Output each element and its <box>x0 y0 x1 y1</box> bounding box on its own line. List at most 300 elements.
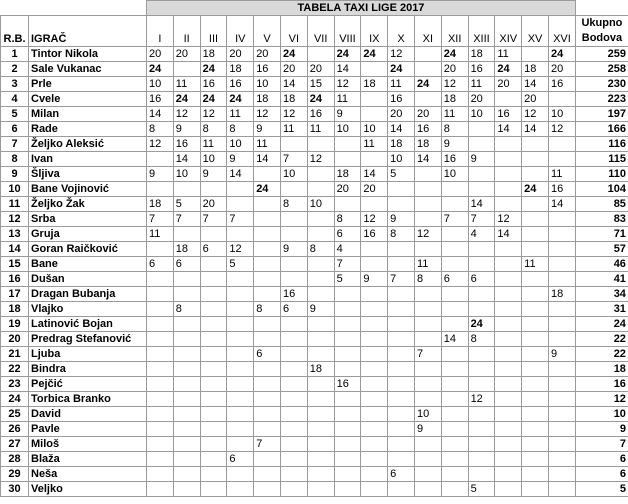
player-name-cell: Šljiva <box>29 167 147 182</box>
score-cell <box>522 152 549 167</box>
score-cell <box>495 272 522 287</box>
score-cell <box>548 242 575 257</box>
player-name-cell: Veljko <box>29 482 147 497</box>
score-cell <box>334 482 361 497</box>
score-cell <box>522 137 549 152</box>
table-row <box>1 182 628 197</box>
score-cell <box>307 287 334 302</box>
score-cell <box>200 422 227 437</box>
score-cell <box>548 452 575 467</box>
score-cell: 14 <box>227 167 254 182</box>
player-name-cell: Tintor Nikola <box>29 47 147 62</box>
score-cell: 12 <box>280 107 307 122</box>
score-cell <box>307 437 334 452</box>
table-row <box>1 392 628 407</box>
score-cell <box>361 392 388 407</box>
score-cell: 9 <box>147 167 174 182</box>
total-points-cell: 41 <box>575 272 628 287</box>
score-cell <box>441 302 468 317</box>
score-cell <box>173 452 200 467</box>
player-header: IGRAČ <box>29 16 147 47</box>
score-cell: 9 <box>414 422 441 437</box>
score-cell: 20 <box>280 62 307 77</box>
score-cell <box>388 287 415 302</box>
score-cell: 5 <box>388 167 415 182</box>
score-cell <box>200 332 227 347</box>
rank-cell: 25 <box>1 407 29 422</box>
player-name-cell: Željko Aleksić <box>29 137 147 152</box>
score-cell: 7 <box>280 152 307 167</box>
rank-cell: 20 <box>1 332 29 347</box>
score-cell <box>147 317 174 332</box>
score-cell: 11 <box>307 122 334 137</box>
score-cell: 4 <box>334 242 361 257</box>
score-cell <box>495 197 522 212</box>
score-cell: 8 <box>254 302 281 317</box>
score-cell <box>441 452 468 467</box>
score-cell <box>307 392 334 407</box>
score-cell: 20 <box>173 47 200 62</box>
score-cell <box>548 152 575 167</box>
score-cell: 14 <box>147 107 174 122</box>
score-cell: 11 <box>227 107 254 122</box>
score-cell <box>361 197 388 212</box>
table-row <box>1 227 628 242</box>
score-cell: 24 <box>441 47 468 62</box>
score-cell: 16 <box>361 227 388 242</box>
score-cell <box>147 422 174 437</box>
score-cell: 20 <box>200 197 227 212</box>
score-cell: 11 <box>334 92 361 107</box>
score-cell <box>414 437 441 452</box>
rank-cell: 29 <box>1 467 29 482</box>
score-cell: 24 <box>495 62 522 77</box>
score-cell <box>548 422 575 437</box>
score-cell: 7 <box>441 212 468 227</box>
total-points-cell: 24 <box>575 317 628 332</box>
round-header: XVI <box>548 16 575 47</box>
score-cell <box>254 257 281 272</box>
score-cell: 14 <box>495 227 522 242</box>
total-header <box>575 16 628 47</box>
score-cell <box>173 467 200 482</box>
score-cell: 24 <box>173 92 200 107</box>
score-cell <box>414 467 441 482</box>
score-cell: 7 <box>414 347 441 362</box>
score-cell: 18 <box>173 242 200 257</box>
rb-header: R.B. <box>1 16 29 47</box>
score-cell: 20 <box>414 107 441 122</box>
score-cell <box>200 347 227 362</box>
score-cell: 14 <box>173 152 200 167</box>
score-cell <box>414 47 441 62</box>
score-cell <box>522 242 549 257</box>
score-cell: 12 <box>361 212 388 227</box>
score-cell <box>173 182 200 197</box>
score-cell <box>173 437 200 452</box>
score-cell <box>227 377 254 392</box>
score-cell: 20 <box>307 62 334 77</box>
total-points-cell: 223 <box>575 92 628 107</box>
score-cell <box>522 212 549 227</box>
score-cell: 24 <box>414 77 441 92</box>
score-cell <box>495 92 522 107</box>
score-cell <box>361 242 388 257</box>
score-cell <box>495 482 522 497</box>
score-cell: 24 <box>200 92 227 107</box>
score-cell <box>522 287 549 302</box>
total-points-cell: 22 <box>575 347 628 362</box>
score-cell <box>147 242 174 257</box>
score-cell <box>307 482 334 497</box>
score-cell <box>361 107 388 122</box>
score-cell <box>334 422 361 437</box>
score-cell: 8 <box>200 122 227 137</box>
total-points-cell: 6 <box>575 467 628 482</box>
rank-cell: 27 <box>1 437 29 452</box>
total-points-cell: 116 <box>575 137 628 152</box>
title-row <box>1 1 628 16</box>
player-name-cell: Gruja <box>29 227 147 242</box>
rank-cell: 11 <box>1 197 29 212</box>
player-name-cell: Bane Vojinović <box>29 182 147 197</box>
rank-cell: 15 <box>1 257 29 272</box>
score-cell <box>147 437 174 452</box>
score-cell <box>361 467 388 482</box>
score-cell <box>254 407 281 422</box>
score-cell: 8 <box>173 302 200 317</box>
score-cell <box>468 407 495 422</box>
player-name-cell: Blaža <box>29 452 147 467</box>
score-cell: 14 <box>441 332 468 347</box>
score-cell <box>334 407 361 422</box>
score-cell <box>441 362 468 377</box>
score-cell: 7 <box>388 272 415 287</box>
score-cell <box>495 392 522 407</box>
score-cell <box>441 377 468 392</box>
score-cell <box>200 317 227 332</box>
score-cell <box>147 182 174 197</box>
player-name-cell: Neša <box>29 467 147 482</box>
score-cell <box>147 152 174 167</box>
score-cell: 7 <box>468 212 495 227</box>
score-cell: 5 <box>227 257 254 272</box>
score-cell: 9 <box>548 347 575 362</box>
score-cell: 11 <box>468 77 495 92</box>
score-cell: 8 <box>307 242 334 257</box>
table-row <box>1 437 628 452</box>
score-cell <box>200 362 227 377</box>
score-cell <box>548 212 575 227</box>
score-cell: 8 <box>468 332 495 347</box>
score-cell: 8 <box>334 212 361 227</box>
score-cell <box>548 302 575 317</box>
score-cell: 10 <box>414 407 441 422</box>
rank-cell: 17 <box>1 287 29 302</box>
score-cell <box>173 272 200 287</box>
score-cell: 9 <box>200 167 227 182</box>
round-header: III <box>200 16 227 47</box>
score-cell <box>200 272 227 287</box>
table-row <box>1 287 628 302</box>
player-name-cell: Ivan <box>29 152 147 167</box>
score-cell <box>522 227 549 242</box>
score-cell: 10 <box>388 152 415 167</box>
score-cell <box>361 62 388 77</box>
score-cell <box>280 137 307 152</box>
score-cell: 9 <box>468 152 495 167</box>
score-cell: 14 <box>522 122 549 137</box>
score-cell <box>414 362 441 377</box>
rank-cell: 13 <box>1 227 29 242</box>
player-name-cell: Torbica Branko <box>29 392 147 407</box>
score-cell <box>147 467 174 482</box>
score-cell <box>147 362 174 377</box>
score-cell: 24 <box>388 62 415 77</box>
score-cell <box>200 287 227 302</box>
score-cell: 24 <box>334 47 361 62</box>
score-cell: 20 <box>334 182 361 197</box>
score-cell <box>495 302 522 317</box>
score-cell <box>200 377 227 392</box>
score-cell <box>254 392 281 407</box>
score-cell <box>522 47 549 62</box>
score-cell <box>414 392 441 407</box>
score-cell: 16 <box>280 287 307 302</box>
total-header-line1: Ukupno <box>581 17 623 29</box>
score-cell <box>280 227 307 242</box>
score-cell: 4 <box>468 227 495 242</box>
score-cell <box>441 227 468 242</box>
score-cell <box>307 47 334 62</box>
score-cell: 20 <box>361 182 388 197</box>
score-cell: 8 <box>388 227 415 242</box>
score-cell: 7 <box>200 212 227 227</box>
score-cell <box>414 482 441 497</box>
score-cell <box>147 392 174 407</box>
total-points-cell: 34 <box>575 287 628 302</box>
total-points-cell: 197 <box>575 107 628 122</box>
score-cell <box>227 182 254 197</box>
score-cell <box>334 467 361 482</box>
rank-cell: 2 <box>1 62 29 77</box>
score-cell <box>280 182 307 197</box>
table-row <box>1 377 628 392</box>
round-header: XI <box>414 16 441 47</box>
score-cell <box>522 272 549 287</box>
total-points-cell: 46 <box>575 257 628 272</box>
score-cell <box>147 347 174 362</box>
score-cell <box>414 287 441 302</box>
score-cell <box>361 452 388 467</box>
score-cell <box>414 332 441 347</box>
table-row <box>1 467 628 482</box>
score-cell <box>548 137 575 152</box>
score-cell <box>280 272 307 287</box>
score-cell <box>280 437 307 452</box>
score-cell: 9 <box>307 302 334 317</box>
rank-cell: 16 <box>1 272 29 287</box>
round-header: IV <box>227 16 254 47</box>
score-cell: 14 <box>361 167 388 182</box>
table-body <box>1 47 628 497</box>
score-cell <box>468 362 495 377</box>
score-cell <box>334 332 361 347</box>
table-row <box>1 362 628 377</box>
score-cell: 11 <box>200 137 227 152</box>
score-cell <box>522 197 549 212</box>
table-row <box>1 152 628 167</box>
score-cell: 10 <box>361 122 388 137</box>
score-cell <box>227 197 254 212</box>
total-points-cell: 230 <box>575 77 628 92</box>
player-name-cell: Željko Žak <box>29 197 147 212</box>
score-cell <box>173 347 200 362</box>
score-cell: 11 <box>548 167 575 182</box>
score-cell: 10 <box>173 167 200 182</box>
score-cell <box>280 452 307 467</box>
rank-cell: 14 <box>1 242 29 257</box>
score-cell: 16 <box>388 92 415 107</box>
score-cell: 16 <box>441 152 468 167</box>
score-cell: 20 <box>548 62 575 77</box>
score-cell <box>361 152 388 167</box>
score-cell <box>307 407 334 422</box>
score-cell <box>254 242 281 257</box>
score-cell <box>173 377 200 392</box>
score-cell: 14 <box>254 152 281 167</box>
score-cell <box>414 197 441 212</box>
score-cell: 18 <box>200 47 227 62</box>
score-cell <box>307 452 334 467</box>
score-cell: 20 <box>388 107 415 122</box>
score-cell <box>548 257 575 272</box>
player-name-cell: Bindra <box>29 362 147 377</box>
score-cell <box>307 272 334 287</box>
total-points-cell: 259 <box>575 47 628 62</box>
score-cell <box>334 197 361 212</box>
score-cell: 11 <box>441 107 468 122</box>
score-cell <box>468 137 495 152</box>
table-row <box>1 47 628 62</box>
total-points-cell: 16 <box>575 377 628 392</box>
score-cell <box>200 392 227 407</box>
score-cell <box>280 347 307 362</box>
score-cell <box>441 257 468 272</box>
score-cell <box>548 467 575 482</box>
score-cell <box>441 422 468 437</box>
score-cell <box>254 167 281 182</box>
rank-cell: 28 <box>1 452 29 467</box>
score-cell: 10 <box>468 107 495 122</box>
score-cell: 12 <box>441 77 468 92</box>
score-cell <box>227 287 254 302</box>
score-cell <box>227 407 254 422</box>
total-points-cell: 110 <box>575 167 628 182</box>
score-cell: 11 <box>388 77 415 92</box>
total-points-cell: 31 <box>575 302 628 317</box>
score-cell <box>468 182 495 197</box>
score-cell: 16 <box>468 62 495 77</box>
score-cell <box>468 377 495 392</box>
score-cell <box>334 392 361 407</box>
score-cell <box>334 362 361 377</box>
score-cell: 6 <box>173 257 200 272</box>
score-cell <box>548 272 575 287</box>
score-cell <box>522 467 549 482</box>
score-cell: 6 <box>441 272 468 287</box>
table-row <box>1 77 628 92</box>
score-cell: 9 <box>388 212 415 227</box>
score-cell <box>227 227 254 242</box>
score-cell <box>254 332 281 347</box>
score-cell <box>388 242 415 257</box>
score-cell <box>361 377 388 392</box>
score-cell: 24 <box>307 92 334 107</box>
score-cell: 20 <box>147 47 174 62</box>
score-cell <box>495 137 522 152</box>
score-cell <box>414 62 441 77</box>
score-cell <box>468 302 495 317</box>
score-cell <box>307 317 334 332</box>
score-cell <box>548 362 575 377</box>
score-cell <box>307 167 334 182</box>
table-row <box>1 482 628 497</box>
score-cell <box>548 392 575 407</box>
score-cell: 18 <box>388 137 415 152</box>
score-cell <box>522 377 549 392</box>
rank-cell: 8 <box>1 152 29 167</box>
score-cell <box>522 437 549 452</box>
round-header: XIII <box>468 16 495 47</box>
score-cell <box>227 332 254 347</box>
score-cell <box>522 362 549 377</box>
score-cell: 10 <box>334 122 361 137</box>
table-row <box>1 347 628 362</box>
score-cell <box>280 422 307 437</box>
table-row <box>1 242 628 257</box>
score-cell <box>441 347 468 362</box>
round-header: IX <box>361 16 388 47</box>
score-cell: 12 <box>307 152 334 167</box>
score-cell <box>173 62 200 77</box>
score-cell: 24 <box>200 62 227 77</box>
score-cell: 12 <box>414 227 441 242</box>
score-cell <box>200 482 227 497</box>
score-cell: 12 <box>388 47 415 62</box>
score-cell: 9 <box>280 242 307 257</box>
score-cell <box>147 407 174 422</box>
score-cell <box>200 452 227 467</box>
score-cell <box>200 227 227 242</box>
score-cell <box>522 452 549 467</box>
score-cell <box>307 137 334 152</box>
score-cell <box>495 152 522 167</box>
table-row <box>1 317 628 332</box>
score-cell <box>388 182 415 197</box>
score-cell: 12 <box>227 242 254 257</box>
score-cell <box>548 482 575 497</box>
score-cell: 14 <box>495 122 522 137</box>
table-row <box>1 302 628 317</box>
player-name-cell: Bane <box>29 257 147 272</box>
score-cell <box>254 197 281 212</box>
round-header: XIV <box>495 16 522 47</box>
score-cell: 16 <box>495 107 522 122</box>
score-cell: 6 <box>254 347 281 362</box>
score-cell: 8 <box>227 122 254 137</box>
score-cell: 9 <box>227 152 254 167</box>
